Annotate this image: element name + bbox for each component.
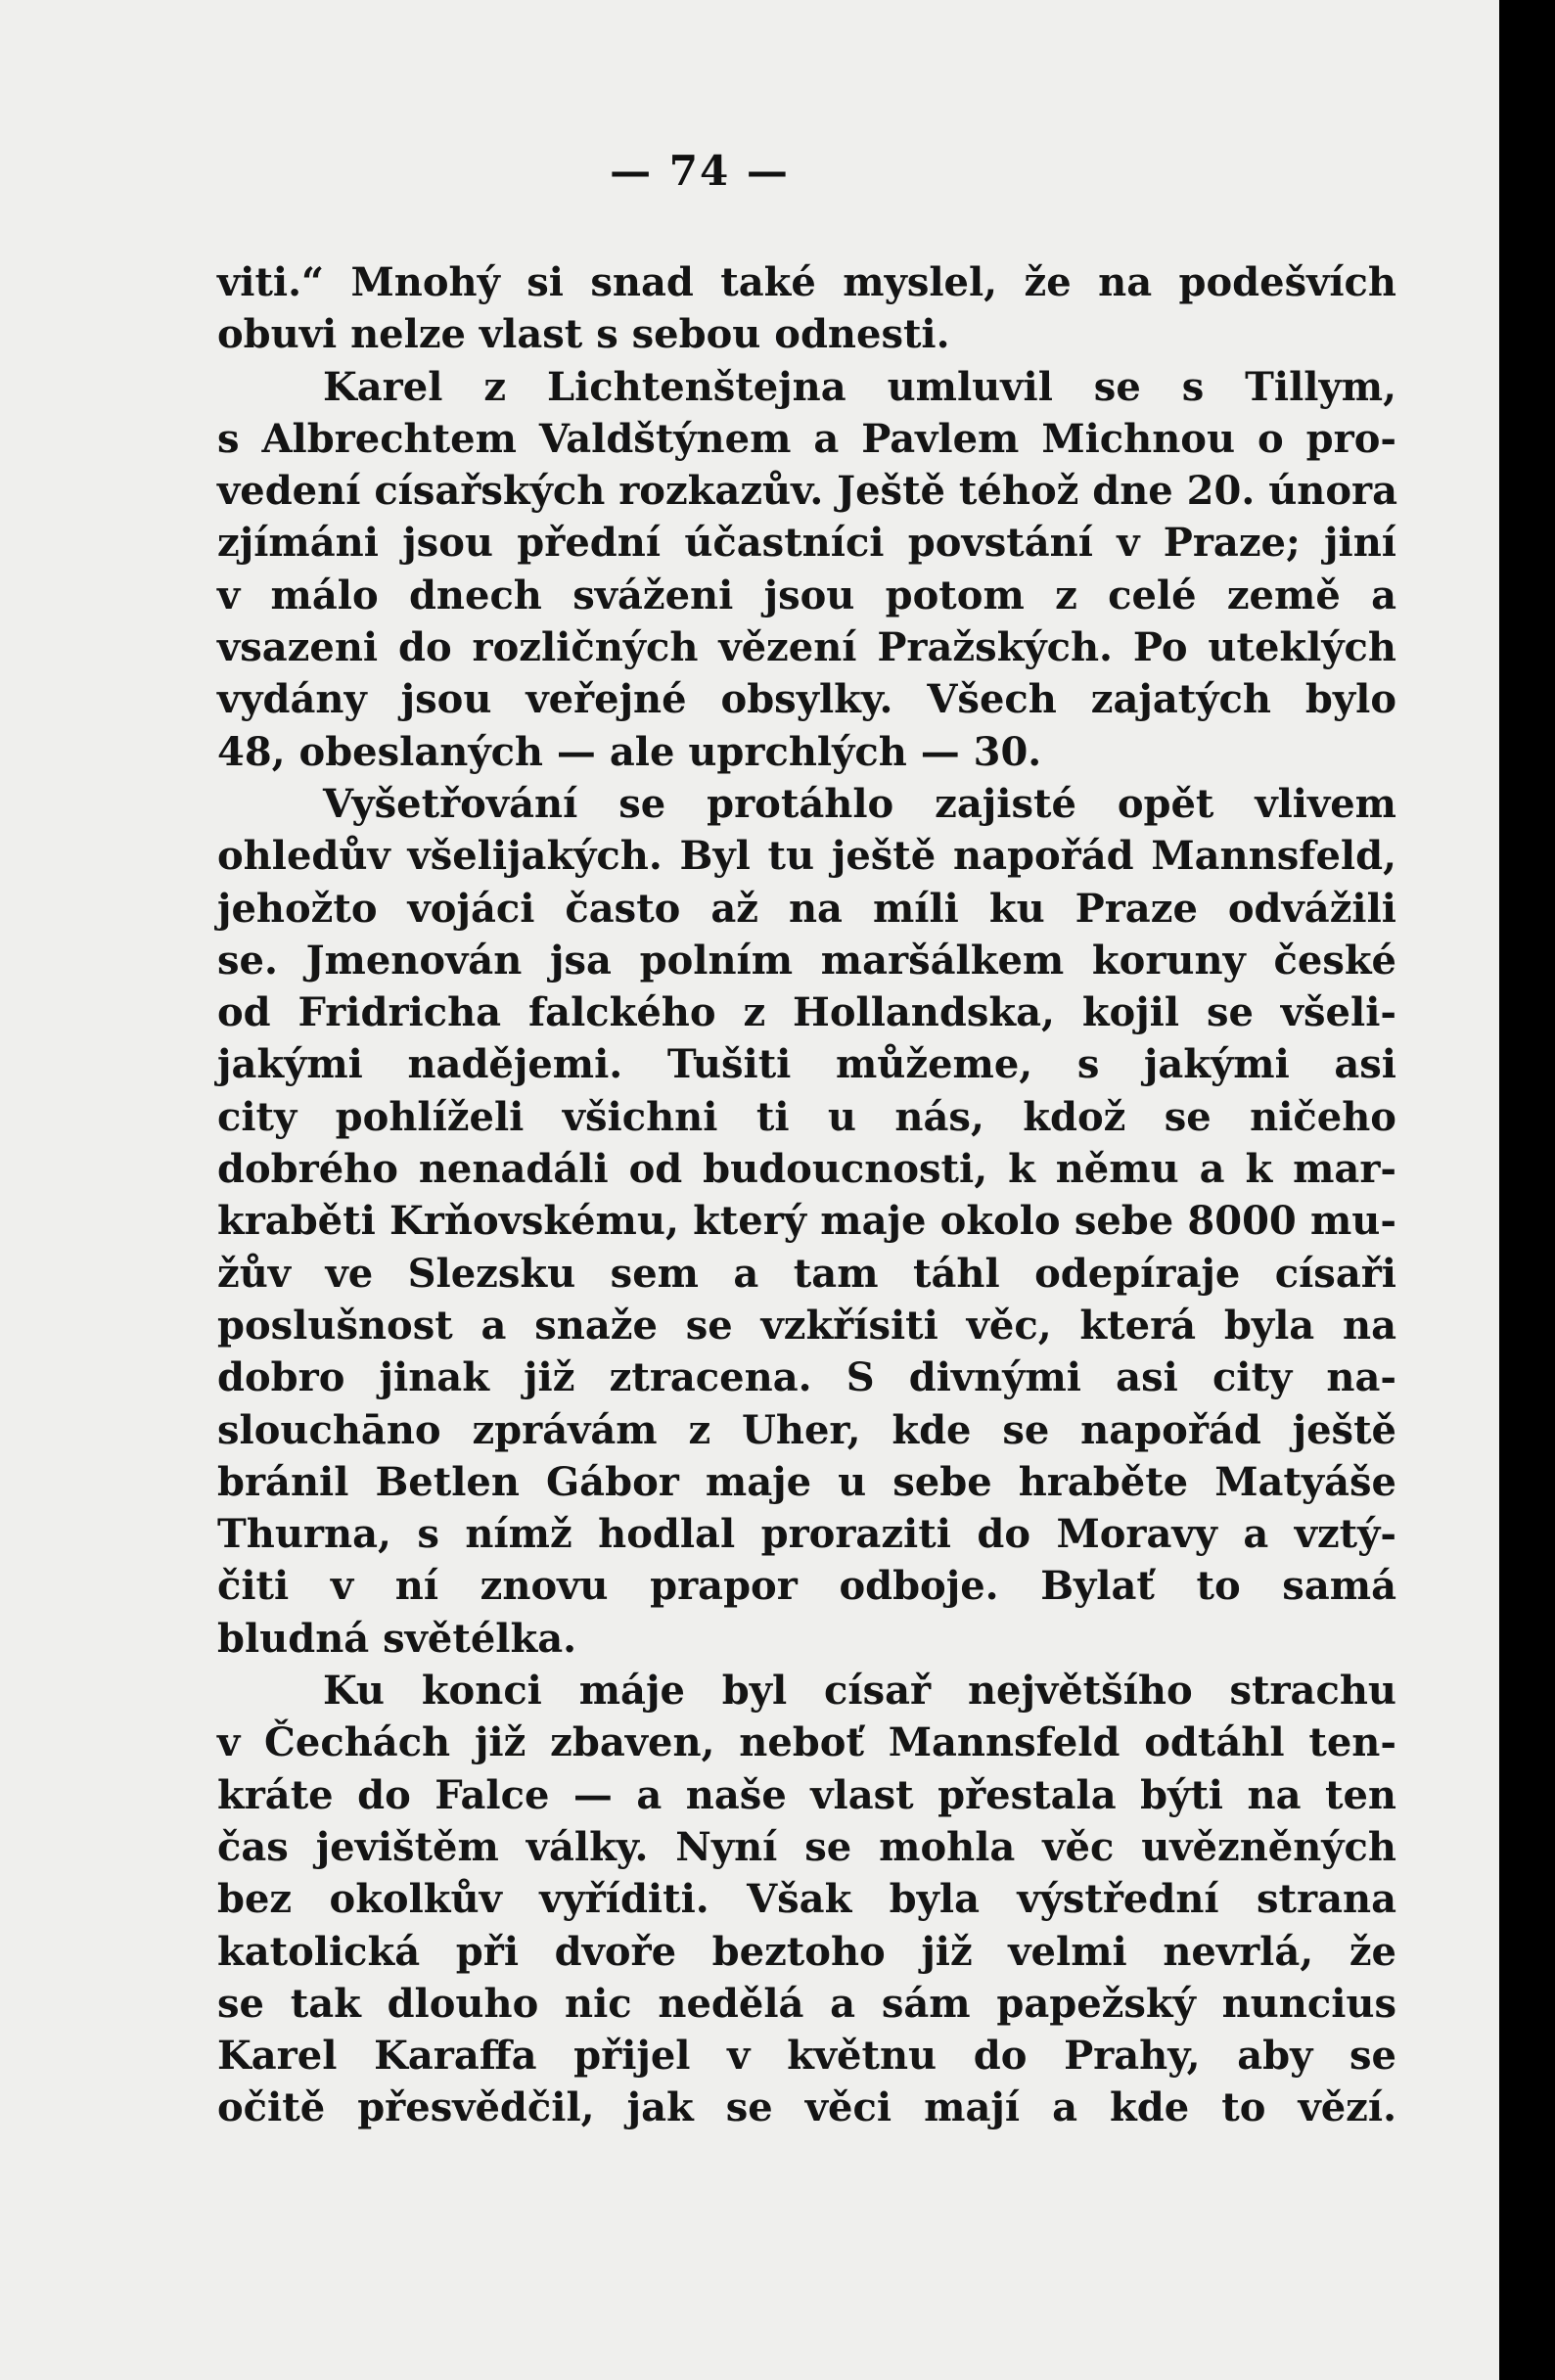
body-text [217, 256, 1396, 2134]
text-line: slouchāno zprávám z Uher, kde se napořád ještě [217, 1406, 1396, 1453]
text-line: s Albrechtem Valdštýnem a Pavlem Michnou o pro- [217, 415, 1396, 462]
page-number: — 74 — [610, 147, 790, 195]
text-line: viti.“ Mnohý si snad také myslel, že na podešvích [217, 259, 1396, 305]
text-line: dobro jinak již ztracena. S divnými asi city na- [217, 1354, 1396, 1401]
text-line: se. Jmenován jsa polním maršálkem koruny české [217, 937, 1396, 984]
text-line: dobrého nenadáli od budoucnosti, k němu a k mar- [217, 1146, 1396, 1193]
text-line: 48, obeslaných — ale uprchlých — 30. [217, 728, 1042, 775]
text-line: čiti v ní znovu prapor odboje. Bylať to samá [217, 1563, 1396, 1610]
text-line: zjímáni jsou přední účastníci povstání v Praze; jiní [217, 520, 1396, 567]
text-line: poslušnost a snaže se vzkřísiti věc, která byla na [217, 1302, 1396, 1349]
text-line: vsazeni do rozličných vězení Pražských. Po uteklých [217, 624, 1396, 671]
text-line: žův ve Slezsku sem a tam táhl odepíraje císaři [217, 1250, 1396, 1297]
text-line: city pohlíželi všichni ti u nás, kdož se ničeho [217, 1093, 1396, 1140]
text-line: jakými nadějemi. Tušiti můžeme, s jakými asi [217, 1041, 1396, 1088]
text-line: katolická při dvoře beztoho již velmi nevrlá, že [217, 1928, 1396, 1975]
text-line: bludná světélka. [217, 1615, 577, 1662]
text-line: čas jevištěm války. Nyní se mohla věc uvězněných [217, 1823, 1396, 1870]
text-line: v málo dnech sváženi jsou potom z celé země a [217, 572, 1396, 618]
text-line: Karel Karaffa přijel v květnu do Prahy, aby se [217, 2033, 1396, 2080]
text-line: vedení císařských rozkazův. Ještě téhož dne 20. února [217, 468, 1398, 515]
text-line: bez okolkův vyříditi. Však byla výstřední strana [217, 1876, 1396, 1923]
scan-dark-edge [1499, 0, 1555, 2380]
text-line: obuvi nelze vlast s sebou odnesti. [217, 311, 950, 358]
text-line: kráte do Falce — a naše vlast přestala býti na ten [217, 1771, 1396, 1818]
text-line: Vyšetřování se protáhlo zajisté opět vlivem [323, 780, 1396, 827]
text-line: očitě přesvědčil, jak se věci mají a kde to vězí. [217, 2084, 1396, 2131]
text-line: Thurna, s nímž hodlal proraziti do Moravy a vztý- [217, 1511, 1396, 1558]
text-line: vydány jsou veřejné obsylky. Všech zajatých bylo [217, 676, 1396, 723]
text-line: od Fridricha falckého z Hollandska, kojil se všeli- [217, 989, 1396, 1036]
text-line: v Čechách již zbaven, neboť Mannsfeld odtáhl ten- [217, 1719, 1396, 1766]
text-line: Ku konci máje byl císař největšího strachu [323, 1668, 1396, 1715]
text-line: jehožto vojáci často až na míli ku Praze odvážili [217, 885, 1396, 932]
text-line: ohledův všelijakých. Byl tu ještě napořád Mannsfeld, [217, 833, 1396, 880]
text-line: kraběti Krňovskému, který maje okolo sebe 8000 mu- [217, 1198, 1396, 1245]
text-line: bránil Betlen Gábor maje u sebe hraběte Matyáše [217, 1458, 1396, 1505]
text-line: se tak dlouho nic nedělá a sám papežský nuncius [217, 1980, 1396, 2027]
text-line: Karel z Lichtenštejna umluvil se s Tillym, [323, 363, 1396, 410]
